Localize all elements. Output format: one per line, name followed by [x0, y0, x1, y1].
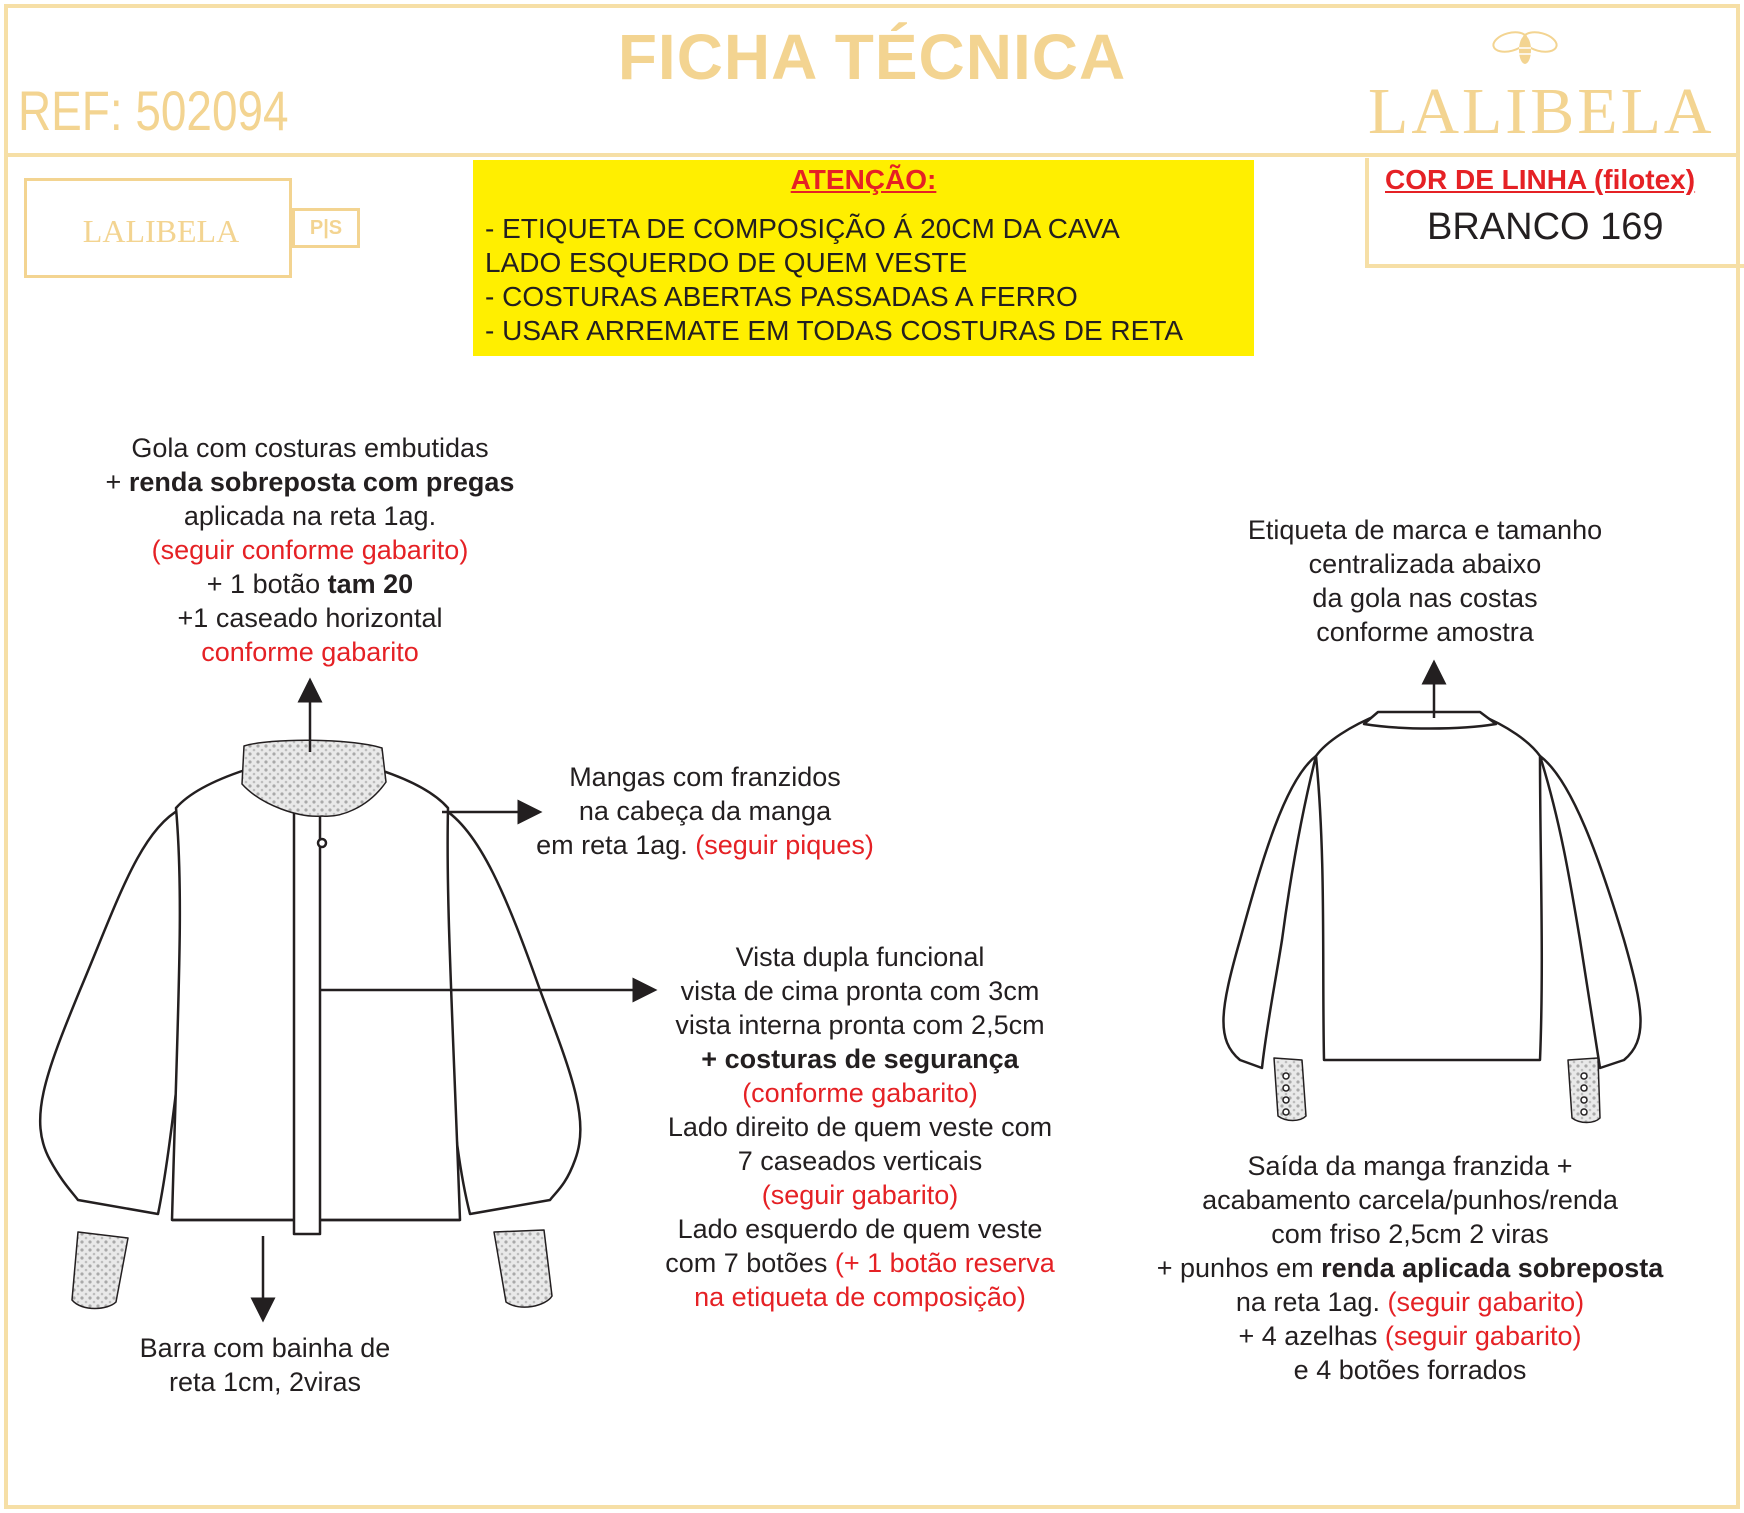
attention-line: - COSTURAS ABERTAS PASSADAS A FERRO	[485, 281, 1078, 312]
reference-code: REF: 502094	[18, 79, 289, 142]
sleeves-note	[510, 760, 900, 862]
note-line: Lado direito de quem veste com	[667, 1112, 1053, 1142]
collar-note	[60, 431, 560, 669]
note-line: com 7 botões (+ 1 botão reserva	[665, 1248, 1055, 1278]
note-line: conforme gabarito	[201, 637, 419, 667]
back-body	[1316, 714, 1542, 1060]
attention-title: ATENÇÃO:	[790, 164, 937, 195]
attention-line: - USAR ARREMATE EM TODAS COSTURAS DE RETA	[485, 315, 1184, 346]
front-right-cuff	[494, 1230, 552, 1307]
thread-color-value: BRANCO 169	[1427, 206, 1664, 248]
note-line: +1 caseado horizontal	[177, 603, 443, 633]
hem-note	[90, 1331, 440, 1399]
note-line: Barra com bainha de	[139, 1333, 391, 1363]
size-label: P|S	[292, 208, 360, 248]
back-right-sleeve	[1540, 756, 1641, 1068]
note-line: com friso 2,5cm 2 viras	[1271, 1219, 1549, 1249]
note-line: na cabeça da manga	[578, 796, 832, 826]
attention-line: LADO ESQUERDO DE QUEM VESTE	[485, 247, 968, 278]
note-line: vista interna pronta com 2,5cm	[675, 1010, 1045, 1040]
note-line: + costuras de segurança	[701, 1044, 1019, 1074]
thread-color-title: COR DE LINHA (filotex)	[1385, 164, 1696, 195]
note-line: (seguir gabarito)	[761, 1180, 959, 1210]
note-line: centralizada abaixo	[1308, 549, 1542, 579]
note-line: conforme amostra	[1316, 617, 1534, 647]
note-line: (conforme gabarito)	[742, 1078, 978, 1108]
note-line: 7 caseados verticais	[737, 1146, 983, 1176]
back-label-note	[1200, 513, 1650, 649]
note-line: + renda sobreposta com pregas	[105, 467, 515, 497]
note-line: (seguir conforme gabarito)	[151, 535, 469, 565]
note-line: reta 1cm, 2viras	[168, 1367, 362, 1397]
front-placket	[294, 812, 320, 1234]
attention-line: - ETIQUETA DE COMPOSIÇÃO Á 20CM DA CAVA	[485, 213, 1120, 244]
back-collar	[1364, 712, 1496, 729]
note-line: acabamento carcela/punhos/renda	[1202, 1185, 1618, 1215]
note-line: Gola com costuras embutidas	[131, 433, 489, 463]
back-view-drawing	[1223, 712, 1640, 1123]
note-line: Mangas com franzidos	[569, 762, 841, 792]
note-line: na reta 1ag. (seguir gabarito)	[1235, 1287, 1585, 1317]
front-right-sleeve	[440, 808, 581, 1214]
back-left-cuff	[1274, 1058, 1306, 1121]
note-line: em reta 1ag. (seguir piques)	[536, 830, 874, 860]
note-line: e 4 botões forrados	[1293, 1355, 1527, 1385]
page-title: FICHA TÉCNICA	[617, 21, 1127, 93]
note-line: Saída da manga franzida +	[1247, 1151, 1573, 1181]
note-line: Vista dupla funcional	[735, 942, 985, 972]
note-line: Etiqueta de marca e tamanho	[1247, 515, 1603, 545]
front-left-cuff	[72, 1232, 128, 1309]
note-line: + 4 azelhas (seguir gabarito)	[1238, 1321, 1582, 1351]
note-line: vista de cima pronta com 3cm	[680, 976, 1040, 1006]
note-line: aplicada na reta 1ag.	[183, 501, 437, 531]
cuff-note	[1130, 1149, 1690, 1387]
note-line: + punhos em renda aplicada sobreposta	[1156, 1253, 1664, 1283]
brand-logo: LALIBELA	[1368, 75, 1715, 148]
front-left-sleeve	[40, 808, 185, 1214]
note-line: da gola nas costas	[1312, 583, 1538, 613]
note-line: na etiqueta de composição)	[694, 1282, 1026, 1312]
label-brand-text: LALIBELA	[82, 213, 240, 249]
front-view-drawing	[40, 740, 580, 1308]
placket-note	[610, 940, 1110, 1314]
note-line: + 1 botão tam 20	[206, 569, 414, 599]
note-line: Lado esquerdo de quem veste	[677, 1214, 1043, 1244]
back-left-sleeve	[1223, 756, 1316, 1068]
